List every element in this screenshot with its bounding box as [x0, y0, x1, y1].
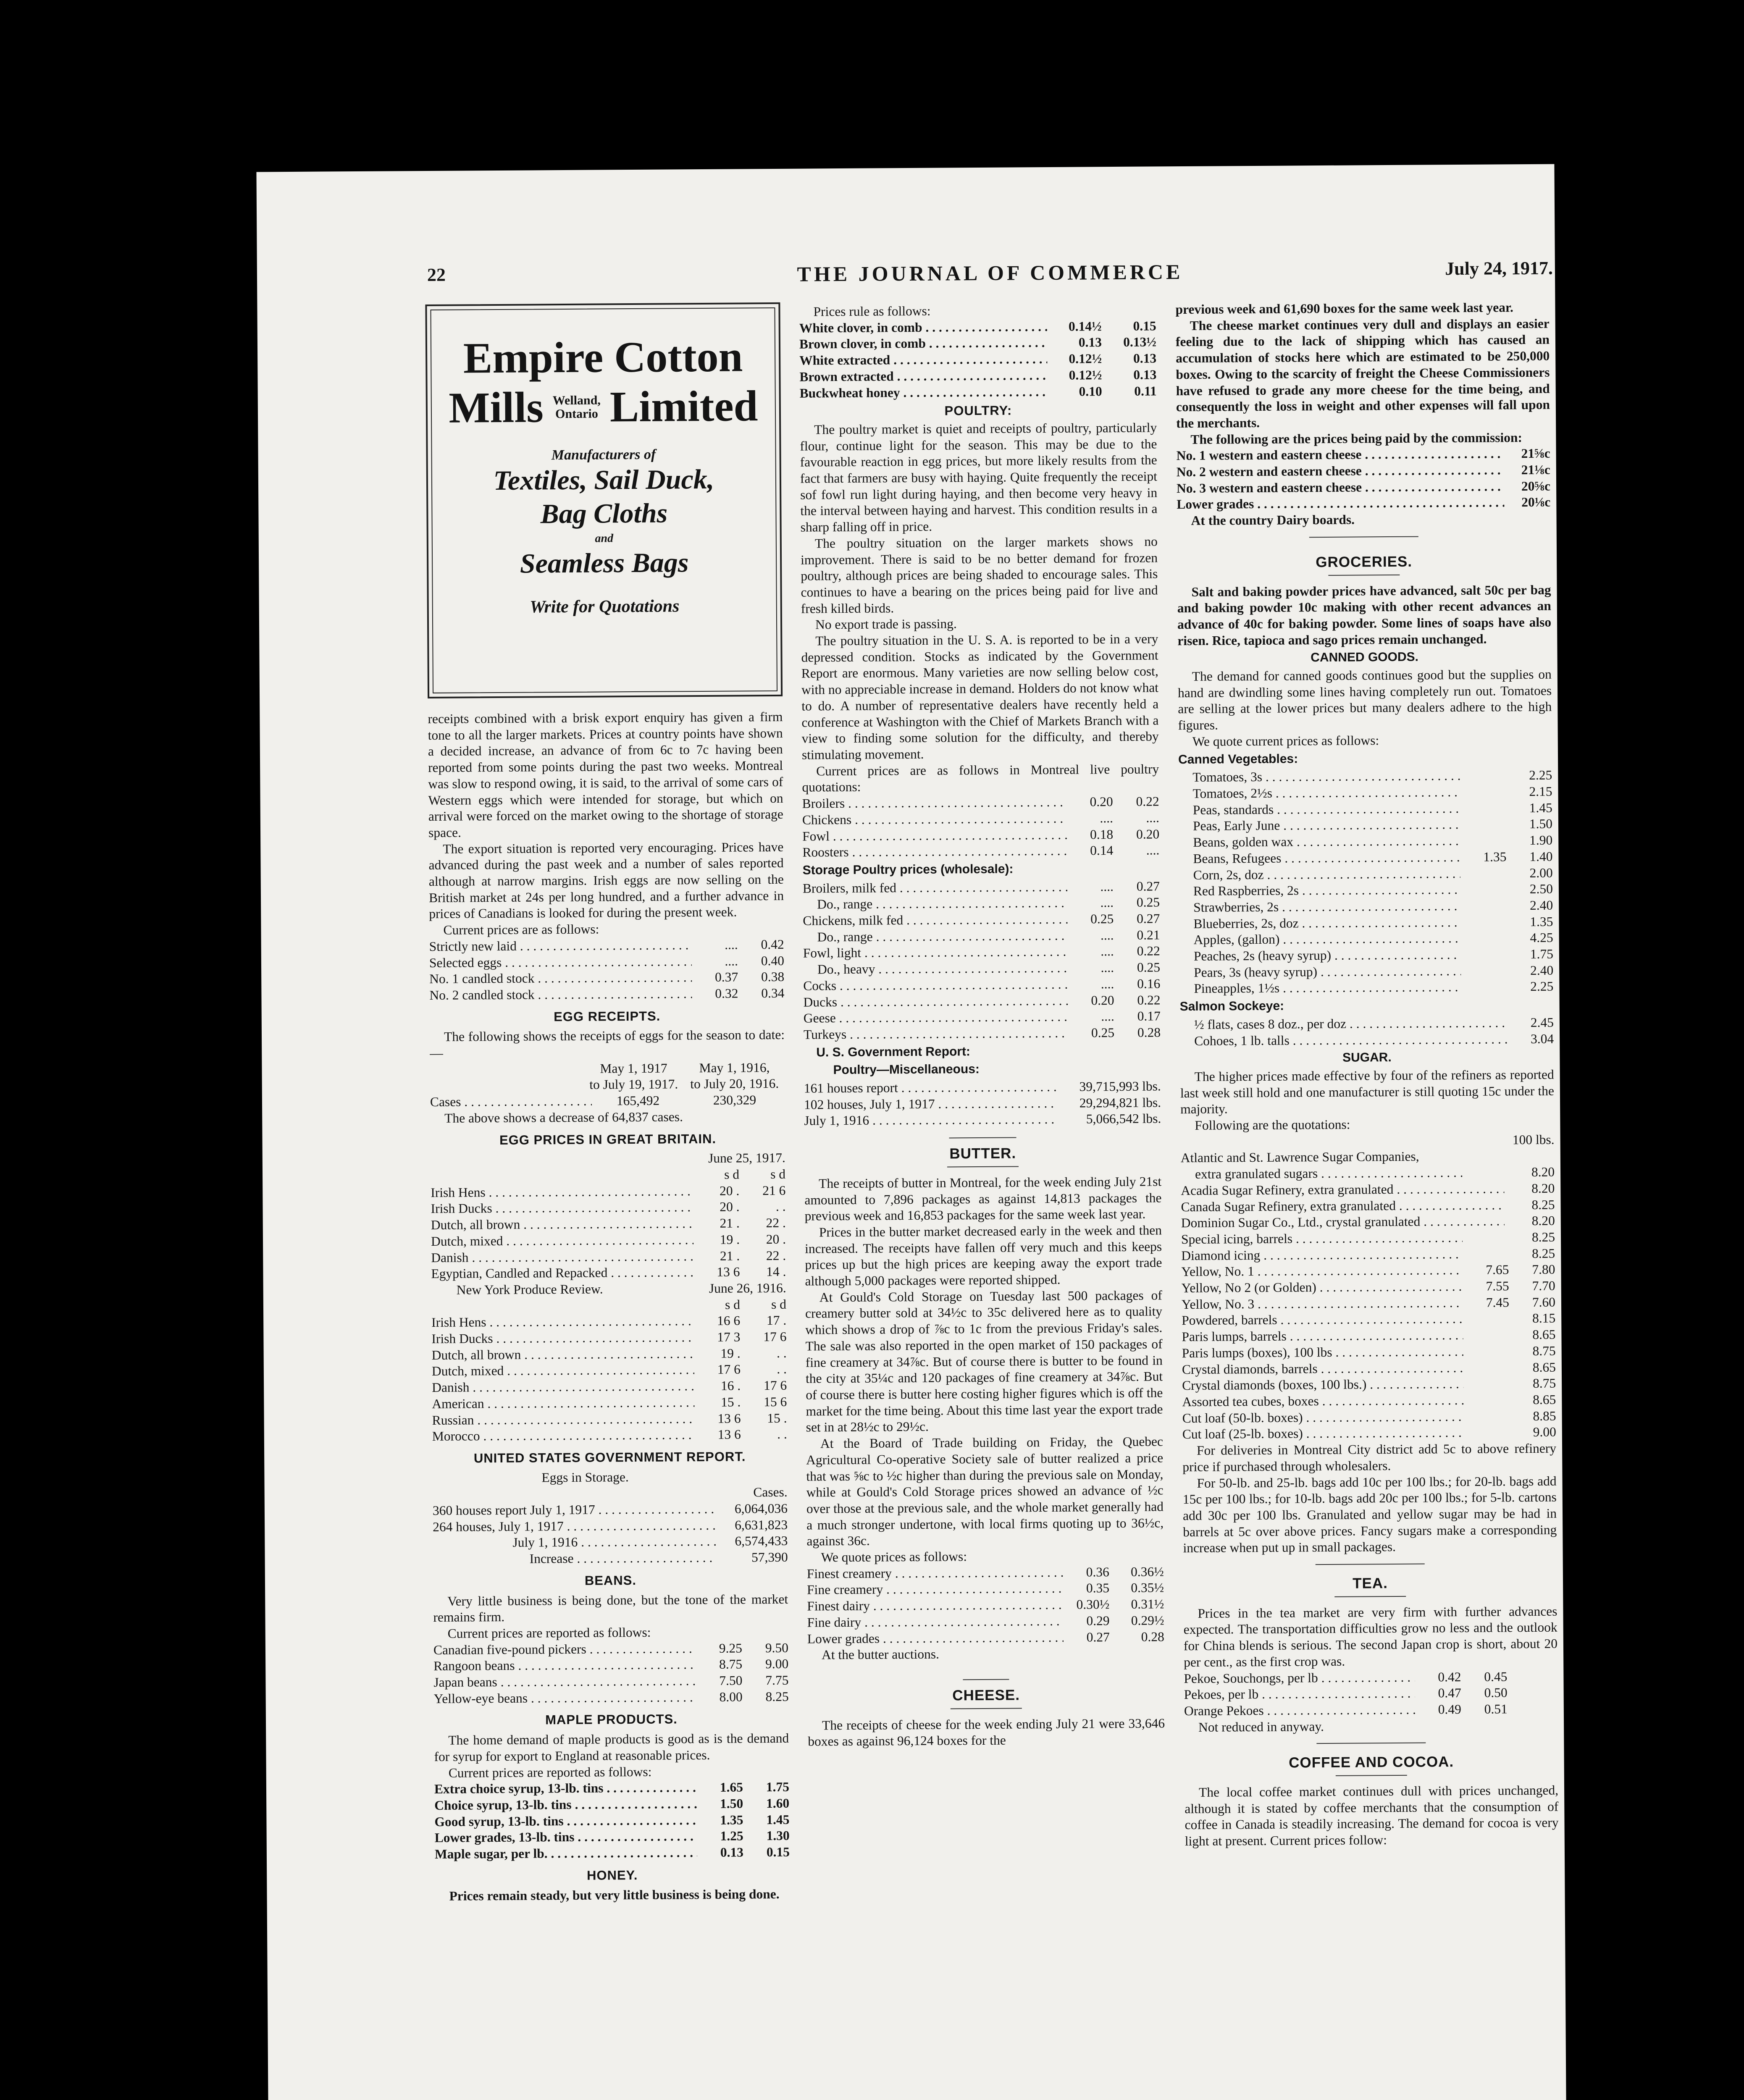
table-row: Dutch, mixed . . . 17 6 . . [432, 1361, 787, 1380]
ny-egg-table [431, 1312, 787, 1445]
column-3 [1175, 299, 1558, 1850]
sugar-paragraph: For 50-lb. and 25-lb. bags add 10c per 100 lbs.; for 20-lb. bags add 15c per 100 lbs.; for 10-lb. bags add 20c per 100 lbs.; for 5-lb. cartons add 30c per 100 lbs. Granulated and yellow sugar may be had in barrels at 5c over above prices. Fancy sugars make a corresponding increase when put up in small packages. [1182, 1473, 1557, 1556]
sugar-heading: SUGAR. [1342, 1050, 1392, 1065]
divider [951, 1708, 1022, 1709]
table-row: Danish . . . 21 . 22 . [431, 1247, 786, 1266]
table-row: 360 houses report July 1, 1917 . . . 6,064,036 [433, 1501, 788, 1519]
table-row: Pekoe, Souchongs, per lb . . . 0.42 0.45 [1184, 1668, 1558, 1687]
ad-product-2: Bag Cloths [540, 498, 668, 530]
table-row: Finest dairy . . . 0.30½ 0.31½ [807, 1596, 1164, 1614]
ny-table-header: s d s d [725, 1297, 787, 1312]
section-heading: UNITED STATES GOVERNMENT REPORT. [473, 1449, 746, 1466]
honey-intro: Prices rule as follows: [813, 303, 931, 319]
table-row: No. 2 western and eastern cheese . . . 21⅛c [1177, 462, 1550, 480]
ad-company-line1: Empire Cotton [463, 332, 743, 383]
table-row: No. 3 western and eastern cheese . . . 20⅝c [1177, 478, 1550, 496]
page-header [427, 257, 1553, 298]
honey-table [799, 318, 1157, 402]
coffee-paragraph: The local coffee market continues dull with prices unchanged, although it is stated by coffee merchants that the consumption of coffee in Canada is steadily increasing. The demand for cocoa is very light at present. Current prices follow: [1185, 1782, 1559, 1849]
section-heading: TEA. [1353, 1575, 1388, 1592]
divider [1309, 536, 1418, 538]
section-heading: BEANS. [584, 1572, 637, 1588]
table-row: Corn, 2s, doz . . . 2.00 [1179, 865, 1553, 883]
maple-paragraph: Current prices are reported as follows: [448, 1764, 652, 1780]
ad-location-city: Welland, [552, 393, 601, 408]
table-row: Selected eggs . . . .... 0.40 [429, 953, 784, 971]
table-row: Chickens, milk fed . . . 0.25 0.27 [803, 911, 1160, 929]
divider [1316, 1743, 1426, 1744]
honey-paragraph: Prices remain steady, but very little business is being done. [449, 1886, 780, 1903]
table-row: Buckwheat honey . . . 0.10 0.11 [800, 383, 1157, 402]
table-row: Lower grades . . . 0.27 0.28 [807, 1629, 1164, 1647]
table-row: Yellow, No 2 (or Golden) . . . 7.55 7.70 [1182, 1278, 1555, 1297]
beans-paragraph: Very little business is being done, but the tone of the market remains firm. [433, 1591, 788, 1625]
table-row: Cohoes, 1 lb. talls . . . 3.04 [1180, 1031, 1554, 1049]
table-row: Powdered, barrels . . . 8.15 [1182, 1310, 1555, 1329]
table-row: No. 1 western and eastern cheese . . . 21⅝c [1177, 446, 1550, 464]
gb-table-header: June 25, 1917. [708, 1150, 785, 1166]
beans-paragraph: Current prices are reported as follows: [447, 1625, 651, 1641]
canned-paragraph: We quote current prices as follows: [1192, 733, 1379, 749]
table-row: Egyptian, Candled and Repacked . . . 13 6 14 . [431, 1264, 786, 1282]
table-row: Dutch, all brown . . . 19 . . . [432, 1345, 787, 1364]
butter-table [807, 1564, 1164, 1647]
butter-paragraph: At Gould's Cold Storage on Tuesday last 500 packages of creamery butter sold at 34½c to 35c delivered here as to quality which shows a drop of ⅞c to 1c from the previous Friday's sales. The sale was also reported in the open market of 150 packages of fine creamery at 34⅞c. But of course there is butter to be found in the city at 35¼c and 120 packages of fine creamery at 34⅞c. But of course there is butter here costing higher figures which is off the market for the time being. About this time last year the export trade set in at 28½c to 29½c. [805, 1288, 1163, 1435]
poultry-paragraph: The poultry market is quiet and receipts of poultry, particularly flour, continue light for the season. This may be due to the favourable reaction in egg prices, but more likely results from the fact that farmers are busy with haying. Quite frequently the receipt sof fowl run light during haying, and then become very heavy in the interval between haying and harvest. This condition results in a sharp falling off in price. [800, 420, 1158, 535]
table-row: Ducks . . . 0.20 0.22 [803, 992, 1160, 1011]
section-heading: COFFEE AND COCOA. [1289, 1754, 1454, 1771]
table-row: Lower grades, 13-lb. tins . . . 1.25 1.30 [435, 1828, 790, 1846]
column-1 [425, 302, 790, 1904]
sugar-paragraph: The higher prices made effective by four of the refiners as reported last week still hold and one manufacturer is still quoting 15c under the majority. [1180, 1067, 1554, 1117]
table-row: Choice syrup, 13-lb. tins . . . 1.50 1.60 [434, 1796, 789, 1814]
divider [963, 1679, 1009, 1680]
ad-location-province: Ontario [555, 407, 598, 421]
ad-product-3: Seamless Bags [520, 547, 689, 580]
table-row: Irish Hens . . . 16 6 17 . [431, 1312, 786, 1331]
cheese-paragraph: The following are the prices being paid by the commission: [1190, 430, 1523, 447]
table-row: Peas, Early June . . . 1.50 [1179, 816, 1552, 835]
table-row: Finest creamery . . . 0.36 0.36½ [807, 1564, 1164, 1582]
table-row: Rangoon beans . . . 8.75 9.00 [433, 1656, 788, 1675]
table-row: Pineapples, 1½s . . . 2.25 [1179, 979, 1553, 997]
page-number: 22 [427, 264, 446, 286]
receipts-decrease: The above shows a decrease of 64,837 cases. [444, 1109, 683, 1126]
column-2 [799, 302, 1165, 1750]
us-poultry-table [804, 1078, 1161, 1129]
gb-egg-table [431, 1183, 786, 1282]
section-heading: EGG RECEIPTS. [554, 1008, 661, 1024]
table-row: Brown extracted . . . 0.12½ 0.13 [799, 367, 1156, 385]
table-row: Turkeys . . . 0.25 0.28 [804, 1024, 1161, 1043]
sugar-paragraph: For deliveries in Montreal City district add 5c to above refinery price if purchased through wholesalers. [1182, 1441, 1557, 1474]
storage-poultry-heading: Storage Poultry prices (wholesale): [802, 862, 1014, 877]
empire-cotton-advertisement [425, 302, 783, 698]
storage-header: Cases. [753, 1485, 788, 1500]
table-row: Assorted tea cubes, boxes . . . 8.65 [1182, 1392, 1556, 1410]
ad-and: and [595, 532, 614, 545]
table-row: Blueberries, 2s, doz . . . 1.35 [1179, 914, 1553, 932]
table-row: Strictly new laid . . . .... 0.42 [429, 937, 784, 955]
table-row: Roosters . . . 0.14 .... [802, 843, 1159, 861]
divider [1334, 1596, 1406, 1597]
poultry-paragraph: Current prices are as follows in Montreal live poultry quotations: [802, 761, 1159, 795]
receipts-header: May 1, 1917 May 1, 1916, [600, 1060, 770, 1076]
tea-paragraph: Prices in the tea market are very firm with further advances expected. The transportation difficulties grow no less and the outlook for China blends is serious. The second Japan crop is short, about 20 per cent., as the first crop was. [1183, 1604, 1558, 1670]
table-row: Japan beans . . . 7.50 7.75 [433, 1672, 788, 1691]
table-row: Broilers . . . 0.20 0.22 [802, 793, 1159, 812]
table-row: No. 2 candled stock . . . 0.32 0.34 [429, 985, 784, 1004]
table-row: Brown clover, in comb . . . 0.13 0.13½ [799, 334, 1156, 353]
divider [949, 1137, 1016, 1139]
ad-call-to-action: Write for Quotations [530, 596, 680, 617]
divider [1336, 1775, 1407, 1776]
table-row: Beans, Refugees . . . 1.35 1.40 [1179, 848, 1552, 867]
butter-paragraph: Prices in the butter market decreased early in the week and then increased. The receipts have fallen off very much and this keeps prices up but the high prices are keeping away the export trade although 5,000 packages were reported shipped. [805, 1223, 1162, 1289]
table-row: Tomatoes, 3s . . . 2.25 [1178, 767, 1552, 786]
table-row: Acadia Sugar Refinery, extra granulated . . . 8.20 [1181, 1181, 1555, 1199]
table-row: Canada Sugar Refinery, extra granulated . . . 8.25 [1181, 1197, 1555, 1215]
table-row: Cut loaf (50-lb. boxes) . . . 8.85 [1182, 1408, 1556, 1426]
table-row: Paris lumps (boxes), 100 lbs . . . 8.75 [1182, 1343, 1556, 1362]
table-row: Do., heavy . . . .... 0.25 [803, 959, 1160, 978]
canned-paragraph: The demand for canned goods continues good but the supplies on hand are dwindling some lines having completely run out. Tomatoes are selling at the lower prices but many dealers adhere to the high figures. [1177, 667, 1552, 733]
table-row: White extracted . . . 0.12½ 0.13 [799, 351, 1156, 369]
table-row: Cases . . . 165,492 230,329 [430, 1092, 785, 1110]
cheese-paragraph: The receipts of cheese for the week ending July 21 were 33,646 boxes as against 96,124 boxes for the [808, 1715, 1165, 1749]
live-poultry-table [802, 793, 1160, 861]
table-row: Irish Hens . . . 20 . 21 6 [431, 1183, 785, 1201]
table-row: Geese . . . .... 0.17 [804, 1008, 1161, 1027]
sugar-table [1181, 1148, 1556, 1443]
table-row: Special icing, barrels . . . 8.25 [1181, 1229, 1555, 1248]
table-row: Dominion Sugar Co., Ltd., crystal granulated . . . 8.20 [1181, 1213, 1555, 1231]
sugar-unit: 100 lbs. [1512, 1132, 1555, 1147]
table-row: Crystal diamonds (boxes, 100 lbs.) . . . 8.75 [1182, 1376, 1556, 1394]
issue-date: July 24, 1917. [1445, 257, 1553, 279]
table-row: Paris lumps, barrels . . . 8.65 [1182, 1327, 1555, 1345]
table-row: Atlantic and St. Lawrence Sugar Companies, [1180, 1149, 1419, 1166]
eggs-paragraph: The export situation is reported very encouraging. Prices have advanced during the past week and a number of sales reported although at narrow margins. Irish eggs are now selling on the British market at 24s per long hundred, and a further advance in prices of Canadians is looked for during the present week. [428, 839, 784, 921]
ny-table-header: New York Produce Review. June 26, 1916. [456, 1280, 786, 1297]
ad-limited: Limited [609, 382, 758, 431]
receipts-header: to July 19, 1917. to July 20, 1916. [589, 1076, 779, 1092]
table-row: Fine creamery . . . 0.35 0.35½ [807, 1580, 1164, 1599]
table-row: July 1, 1916 . . . 5,066,542 lbs. [804, 1111, 1161, 1129]
section-heading: BUTTER. [949, 1145, 1016, 1162]
butter-paragraph: At the butter auctions. [821, 1646, 940, 1662]
table-row: Tomatoes, 2½s . . . 2.15 [1178, 784, 1552, 802]
table-row: Fowl, light . . . .... 0.22 [803, 943, 1160, 962]
canned-vegetables-heading: Canned Vegetables: [1178, 751, 1298, 766]
eggs-paragraph: receipts combined with a brisk export enquiry has given a firm tone to all the larger markets. Prices at country points have shown a decided increase, an advance of from 6c to 7c having been reported from some points during the past two weeks. Montreal was slow to respond owing, it is said, to the arrival of some cars of Western eggs which were intended for storage, but which on arrival were forced on the market owing to the shortage of storage space. [428, 709, 783, 840]
cheese-table [1177, 446, 1551, 513]
table-row: Pekoes, per lb . . . 0.47 0.50 [1184, 1685, 1558, 1703]
salmon-table [1180, 1014, 1554, 1049]
table-row: Orange Pekoes . . . 0.49 0.51 [1184, 1701, 1558, 1719]
section-heading: EGG PRICES IN GREAT BRITAIN. [499, 1131, 717, 1147]
table-row: Beans, golden wax . . . 1.90 [1179, 832, 1552, 851]
storage-header: Eggs in Storage. [541, 1469, 629, 1485]
poultry-paragraph: No export trade is passing. [815, 616, 957, 632]
table-row: Dutch, all brown . . . 21 . 22 . [431, 1215, 786, 1234]
table-row: Strawberries, 2s . . . 2.40 [1179, 898, 1553, 916]
butter-paragraph: At the Board of Trade building on Friday, the Quebec Agricultural Co-operative Society sale of butter realized a price that was ⅝c to ½c higher than during the previous sale on Monday, while at Gould's Cold Storage prices showed an advance of ½c over those at the previous sale, and the whole market generally had a much stronger undertone, with local firms quoting up to 36½c, against 36c. [806, 1434, 1164, 1549]
table-row: Yellow, No. 3 . . . 7.45 7.60 [1182, 1294, 1555, 1312]
ad-mills: Mills [449, 383, 544, 432]
table-row: Diamond icing . . . 8.25 [1181, 1245, 1555, 1264]
receipts-paragraph: The following shows the receipts of eggs for the season to date:— [430, 1027, 785, 1061]
tea-paragraph: Not reduced in anyway. [1198, 1719, 1324, 1735]
table-row: 161 houses report . . . 39,715,993 lbs. [804, 1078, 1161, 1097]
table-row: Morocco . . . 13 6 . . [432, 1426, 787, 1445]
canned-table [1178, 767, 1553, 997]
table-row: extra granulated sugars . . . 8.20 [1181, 1164, 1555, 1183]
table-row: Dutch, mixed . . . 19 . 20 . [431, 1231, 786, 1250]
table-row: Maple sugar, per lb. . . . 0.13 0.15 [435, 1844, 790, 1863]
section-heading: CHEESE. [952, 1687, 1020, 1704]
divider [1328, 574, 1400, 575]
table-row: Extra choice syrup, 13-lb. tins . . . 1.65 1.75 [434, 1779, 789, 1798]
section-heading: POULTRY: [944, 403, 1012, 418]
salmon-heading: Salmon Sockeye: [1179, 999, 1284, 1014]
sugar-paragraph: Following are the quotations: [1195, 1117, 1350, 1133]
table-row: 264 houses, July 1, 1917 . . . 6,631,823 [433, 1517, 788, 1536]
table-row: Yellow, No. 1 . . . 7.65 7.80 [1181, 1262, 1555, 1280]
us-gov-report-heading: U. S. Government Report: [816, 1044, 971, 1060]
table-row: July 1, 1916 . . . 6,574,433 [433, 1533, 788, 1551]
table-row: Apples, (gallon) . . . 4.25 [1179, 930, 1553, 948]
table-row: Irish Ducks . . . 20 . . . [431, 1199, 785, 1217]
table-row: Cut loaf (25-lb. boxes) . . . 9.00 [1182, 1424, 1556, 1443]
ad-product-1: Textiles, Sail Duck, [493, 464, 714, 496]
table-row: Peas, standards . . . 1.45 [1179, 800, 1552, 818]
egg-price-table [429, 937, 785, 1004]
canned-goods-heading: CANNED GOODS. [1311, 650, 1419, 665]
divider [1316, 1564, 1425, 1565]
butter-paragraph: The receipts of butter in Montreal, for the week ending July 21st amounted to 7,896 packages as against 14,813 packages the previous week and 16,853 packages for the same week last year. [804, 1174, 1162, 1223]
beans-table [433, 1640, 789, 1707]
table-row: Do., range . . . .... 0.21 [803, 927, 1160, 945]
table-row: Increase . . . 57,390 [433, 1549, 788, 1568]
storage-poultry-table [803, 878, 1161, 1043]
table-row: Canadian five-pound pickers . . . 9.25 9.50 [433, 1640, 788, 1658]
journal-title: THE JOURNAL OF COMMERCE [797, 260, 1183, 286]
groceries-paragraph: Salt and baking powder prices have advanced, salt 50c per bag and baking powder 10c making with other recent advances an advance of 40c for baking powder. Some lines of soaps have also risen. Rice, tapioca and sago prices remain unchanged. [1177, 582, 1552, 648]
section-heading: HONEY. [586, 1867, 638, 1883]
table-row: Yellow-eye beans . . . 8.00 8.25 [434, 1689, 789, 1707]
cheese-paragraph: At the country Dairy boards. [1191, 512, 1355, 528]
table-row: Do., range . . . .... 0.25 [803, 895, 1160, 913]
gb-table-header: s d s d [724, 1166, 786, 1182]
table-row: Fowl . . . 0.18 0.20 [802, 826, 1159, 845]
cheese-paragraph: previous week and 61,690 boxes for the same week last year. [1175, 300, 1513, 317]
tea-table [1184, 1668, 1558, 1719]
table-row: American . . . 15 . 15 6 [432, 1394, 787, 1412]
table-row: Fine dairy . . . 0.29 0.29½ [807, 1612, 1164, 1631]
table-row: Irish Ducks . . . 17 3 17 6 [431, 1329, 786, 1347]
table-row: Crystal diamonds, barrels . . . 8.65 [1182, 1359, 1556, 1378]
cheese-paragraph: The cheese market continues very dull and displays an easier feeling due to the lack of shipping which has caused an accumulation of stocks here which are estimated to be 250,000 boxes. Owing to the scarcity of freight the Cheese Commissioners have refused to grade any more cheese for the time being, and consequently the loss in weight and other expenses will fall upon the merchants. [1175, 316, 1550, 431]
newspaper-page [256, 164, 1566, 2100]
table-row: White clover, in comb . . . 0.14½ 0.15 [799, 318, 1156, 336]
table-row: Broilers, milk fed . . . .... 0.27 [803, 878, 1160, 897]
us-storage-table [433, 1501, 788, 1568]
us-gov-report-subheading: Poultry—Miscellaneous: [833, 1062, 980, 1077]
ad-manufacturers-of: Manufacturers of [551, 446, 656, 463]
butter-paragraph: We quote prices as follows: [821, 1549, 967, 1565]
table-row: Lower grades . . . 20⅛c [1177, 494, 1550, 513]
table-row: Russian . . . 13 6 15 . [432, 1410, 787, 1428]
table-row: 102 houses, July 1, 1917 . . . 29,294,821 lbs. [804, 1095, 1161, 1113]
table-row: ½ flats, cases 8 doz., per doz . . . 2.45 [1180, 1014, 1554, 1033]
table-row: Peaches, 2s (heavy syrup) . . . 1.75 [1179, 946, 1553, 965]
maple-paragraph: The home demand of maple products is good as is the demand for syrup for export to England at reasonable prices. [434, 1730, 789, 1764]
section-heading: MAPLE PRODUCTS. [545, 1712, 678, 1727]
table-row: Danish . . . 16 . 17 6 [432, 1378, 787, 1396]
table-row: Cocks . . . .... 0.16 [803, 976, 1160, 994]
maple-table [434, 1779, 790, 1863]
divider [947, 1166, 1019, 1167]
section-heading: GROCERIES. [1316, 553, 1413, 570]
poultry-paragraph: The poultry situation on the larger markets shows no improvement. There is said to be no better demand for frozen poultry, although prices are being shaded to encourage sales. This continues to have a bearing on the prices being paid for live and fresh killed birds. [801, 534, 1158, 616]
table-row: Chickens . . . .... .... [802, 810, 1159, 828]
table-row: Good syrup, 13-lb. tins . . . 1.35 1.45 [434, 1812, 789, 1830]
table-row: Pears, 3s (heavy syrup) . . . 2.40 [1179, 962, 1553, 981]
eggs-paragraph: Current prices are as follows: [443, 921, 599, 937]
poultry-paragraph: The poultry situation in the U. S. A. is reported to be in a very depressed condition. Stocks as indicated by the Government Report are enormous. Many varieties are now selling below cost, with no appreciable increase in demand. Holders do not know what to do. A number of representative dealers have recently held a conference at Washington with the Chief of Markets Branch with a view to finding some solution for the difficulty, and thereby stimulating movement. [801, 631, 1159, 762]
table-row: Red Raspberries, 2s . . . 2.50 [1179, 881, 1553, 900]
table-row: No. 1 candled stock . . . 0.37 0.38 [429, 969, 784, 987]
